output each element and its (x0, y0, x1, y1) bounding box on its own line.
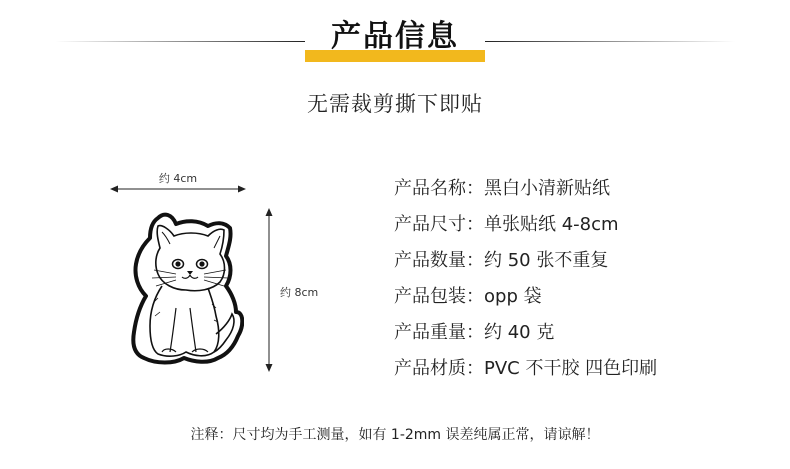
spec-value: 约 40 克 (484, 322, 555, 343)
spec-value: 单张贴纸 4-8cm (484, 214, 619, 235)
spec-separator: ： (466, 178, 484, 199)
width-dimension (110, 170, 246, 200)
header-divider-left (55, 41, 305, 42)
spec-row-material (394, 354, 657, 390)
spec-key: 产品数量 (394, 250, 466, 271)
width-arrow-icon (110, 184, 246, 194)
footer-note: 注释：尺寸均为手工测量，如有 1-2mm 误差纯属正常，请谅解！ (190, 427, 600, 443)
header-divider-right (485, 41, 735, 42)
spec-value: PVC 不干胶 四色印刷 (484, 358, 658, 379)
spec-separator: ： (466, 214, 484, 235)
spec-value: 黑白小清新贴纸 (484, 178, 610, 199)
spec-row-name (394, 174, 657, 210)
height-dimension (262, 208, 342, 372)
spec-key: 产品重量 (394, 322, 466, 343)
spec-separator: ： (466, 322, 484, 343)
spec-row-weight (394, 318, 657, 354)
spec-key: 产品包装 (394, 286, 466, 307)
height-arrow-icon (262, 208, 276, 372)
spec-key: 产品材质 (394, 358, 466, 379)
spec-separator: ： (466, 286, 484, 307)
spec-row-size (394, 210, 657, 246)
page-title: 产品信息 (331, 19, 459, 54)
spec-separator: ： (466, 358, 484, 379)
width-label: 约 4cm (158, 172, 198, 185)
kitten-sticker-icon (128, 208, 244, 366)
spec-key: 产品名称 (394, 178, 466, 199)
subtitle: 无需裁剪撕下即贴 (307, 92, 483, 116)
spec-list (394, 174, 657, 390)
spec-row-packaging (394, 282, 657, 318)
spec-value: opp 袋 (484, 286, 542, 307)
height-label: 约 8cm (280, 286, 319, 299)
spec-key: 产品尺寸 (394, 214, 466, 235)
section-header (0, 0, 790, 70)
spec-separator: ： (466, 250, 484, 271)
spec-value: 约 50 张不重复 (484, 250, 609, 271)
spec-row-quantity (394, 246, 657, 282)
